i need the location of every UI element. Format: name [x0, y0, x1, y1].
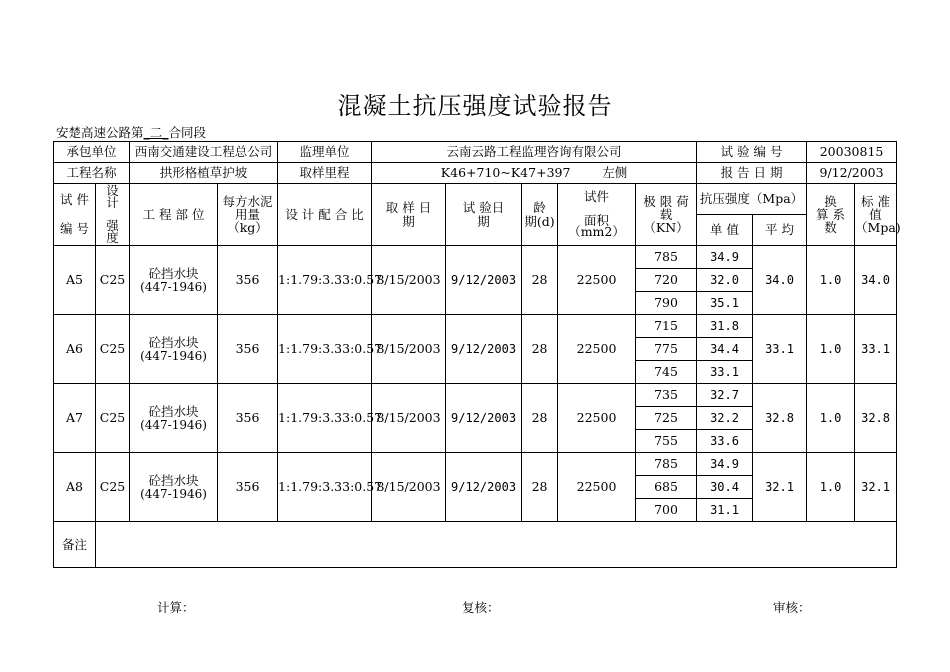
- single-value: 34.9: [697, 453, 753, 476]
- area: 22500: [558, 384, 636, 453]
- specimen-id: A7: [54, 384, 96, 453]
- load-value: 735: [636, 384, 697, 407]
- single-value: 34.9: [697, 246, 753, 269]
- cement-amount: 356: [218, 315, 278, 384]
- footer-calc: 计算：: [157, 600, 195, 615]
- contract-section: [56, 123, 206, 141]
- test-date: 9/12/2003: [446, 315, 522, 384]
- factor-value: 1.0: [807, 384, 855, 453]
- location-range: (447-1946): [140, 279, 207, 294]
- age: 28: [522, 246, 558, 315]
- single-value: 35.1: [697, 292, 753, 315]
- factor-value: 1.0: [807, 246, 855, 315]
- standard-value: 33.1: [855, 315, 897, 384]
- col-specimen-no: 试 件 编 号: [54, 184, 96, 246]
- load-value: 720: [636, 269, 697, 292]
- single-value: 31.8: [697, 315, 753, 338]
- design-grade: C25: [96, 384, 130, 453]
- supervisor-value: 云南云路工程监理咨询有限公司: [372, 142, 697, 163]
- average-value: 33.1: [753, 315, 807, 384]
- average-value: 32.8: [753, 384, 807, 453]
- single-value: 30.4: [697, 476, 753, 499]
- design-grade: C25: [96, 453, 130, 522]
- age: 28: [522, 384, 558, 453]
- mix-ratio: 1:1.79:3.33:0.57: [278, 384, 372, 453]
- mix-ratio: 1:1.79:3.33:0.57: [278, 246, 372, 315]
- standard-value: 34.0: [855, 246, 897, 315]
- sample-date: 8/15/2003: [372, 453, 446, 522]
- single-value: 33.1: [697, 361, 753, 384]
- cement-amount: 356: [218, 384, 278, 453]
- specimen-id: A8: [54, 453, 96, 522]
- footer-audit: 审核：: [773, 600, 811, 615]
- contractor-label: 承包单位: [54, 142, 130, 163]
- contract-prefix: 安楚高速公路第: [56, 125, 144, 140]
- project-label: 工程名称: [54, 163, 130, 184]
- sample-date: 8/15/2003: [372, 384, 446, 453]
- single-value: 33.6: [697, 430, 753, 453]
- table-row: [54, 315, 897, 338]
- col-age: 龄 期(d): [522, 184, 558, 246]
- col-mix-ratio: 设 计 配 合 比: [278, 184, 372, 246]
- test-date: 9/12/2003: [446, 246, 522, 315]
- single-value: 32.7: [697, 384, 753, 407]
- location-cell: [130, 315, 218, 384]
- location-range: (447-1946): [140, 417, 207, 432]
- load-value: 685: [636, 476, 697, 499]
- location-cell: [130, 384, 218, 453]
- header-row-2: [54, 163, 897, 184]
- col-strength: 抗压强度（Mpa）: [697, 184, 807, 215]
- footer-review: 复核：: [462, 600, 500, 615]
- location-name: 砼挡水块: [148, 265, 199, 281]
- col-load: 极 限 荷 载 （KN）: [636, 184, 697, 246]
- load-value: 790: [636, 292, 697, 315]
- report-date-label: 报 告 日 期: [697, 163, 807, 184]
- col-standard: 标 准 值 （Mpa): [855, 184, 897, 246]
- sample-location-cell: [372, 163, 697, 184]
- load-value: 785: [636, 246, 697, 269]
- test-date: 9/12/2003: [446, 453, 522, 522]
- single-value: 34.4: [697, 338, 753, 361]
- design-grade: C25: [96, 246, 130, 315]
- remarks-label: 备注: [54, 522, 96, 568]
- location-cell: [130, 246, 218, 315]
- area: 22500: [558, 246, 636, 315]
- load-value: 785: [636, 453, 697, 476]
- side-value: 左侧: [602, 165, 628, 181]
- mix-ratio: 1:1.79:3.33:0.57: [278, 453, 372, 522]
- standard-value: 32.8: [855, 384, 897, 453]
- factor-value: 1.0: [807, 315, 855, 384]
- age: 28: [522, 315, 558, 384]
- cement-amount: 356: [218, 453, 278, 522]
- report-date-value: 9/12/2003: [807, 163, 897, 184]
- load-value: 775: [636, 338, 697, 361]
- test-no-label: 试 验 编 号: [697, 142, 807, 163]
- sample-date: 8/15/2003: [372, 315, 446, 384]
- col-cement: 每方水泥 用量 （kg）: [218, 184, 278, 246]
- load-value: 725: [636, 407, 697, 430]
- col-single: 单 值: [697, 215, 753, 246]
- load-value: 755: [636, 430, 697, 453]
- location-name: 砼挡水块: [148, 472, 199, 488]
- contract-suffix: 合同段: [168, 125, 207, 140]
- report-table: [53, 141, 901, 568]
- test-no-value: 20030815: [807, 142, 897, 163]
- single-value: 32.2: [697, 407, 753, 430]
- design-grade: C25: [96, 315, 130, 384]
- location-name: 砼挡水块: [148, 403, 199, 419]
- table-row: [54, 453, 897, 476]
- project-value: 拱形格植草护坡: [130, 163, 278, 184]
- standard-value: 32.1: [855, 453, 897, 522]
- location-range: (447-1946): [140, 348, 207, 363]
- col-sample-date: 取 样 日 期: [372, 184, 446, 246]
- contractor-value: 西南交通建设工程总公司: [130, 142, 278, 163]
- location-range: (447-1946): [140, 486, 207, 501]
- remarks-value[interactable]: [96, 522, 897, 568]
- single-value: 32.0: [697, 269, 753, 292]
- col-location: 工 程 部 位: [130, 184, 218, 246]
- specimen-id: A6: [54, 315, 96, 384]
- contract-number: _二_: [143, 125, 169, 140]
- load-value: 745: [636, 361, 697, 384]
- col-design-strength: 设 计 强 度: [96, 184, 130, 246]
- load-value: 715: [636, 315, 697, 338]
- remarks-row: [54, 522, 897, 568]
- col-area: 试件 面积 （mm2）: [558, 184, 636, 246]
- col-test-date: 试 验日 期: [446, 184, 522, 246]
- col-factor: 换 算 系 数: [807, 184, 855, 246]
- supervisor-label: 监理单位: [278, 142, 372, 163]
- location-cell: [130, 453, 218, 522]
- test-date: 9/12/2003: [446, 384, 522, 453]
- average-value: 34.0: [753, 246, 807, 315]
- sample-location-value: K46+710~K47+397: [440, 165, 571, 181]
- sample-location-label: 取样里程: [278, 163, 372, 184]
- load-value: 700: [636, 499, 697, 522]
- average-value: 32.1: [753, 453, 807, 522]
- column-header-row-1: [54, 184, 897, 215]
- table-row: [54, 246, 897, 269]
- age: 28: [522, 453, 558, 522]
- sample-date: 8/15/2003: [372, 246, 446, 315]
- report-title: 混凝土抗压强度试验报告: [337, 92, 613, 120]
- cement-amount: 356: [218, 246, 278, 315]
- single-value: 31.1: [697, 499, 753, 522]
- col-average: 平 均: [753, 215, 807, 246]
- area: 22500: [558, 453, 636, 522]
- header-row-1: [54, 142, 897, 163]
- area: 22500: [558, 315, 636, 384]
- table-row: [54, 384, 897, 407]
- mix-ratio: 1:1.79:3.33:0.57: [278, 315, 372, 384]
- specimen-id: A5: [54, 246, 96, 315]
- location-name: 砼挡水块: [148, 334, 199, 350]
- factor-value: 1.0: [807, 453, 855, 522]
